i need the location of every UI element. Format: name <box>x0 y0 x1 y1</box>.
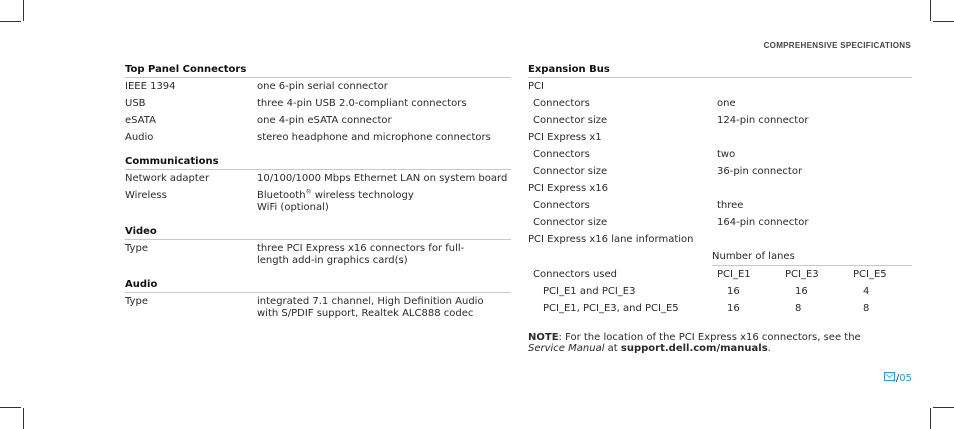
lane-value: 4 <box>863 286 870 297</box>
spec-label: IEEE 1394 <box>125 81 176 92</box>
page-number <box>884 372 912 384</box>
lane-value: 16 <box>795 286 808 297</box>
bus-row <box>528 234 912 251</box>
spec-label: eSATA <box>125 115 156 126</box>
spec-row <box>125 98 511 110</box>
note-end: . <box>767 343 771 354</box>
spec-row <box>125 296 511 320</box>
lane-value: 8 <box>795 303 802 314</box>
bus-row <box>528 132 912 149</box>
bus-value: one <box>717 98 736 109</box>
spec-label: Type <box>125 296 148 307</box>
section-title: Video <box>125 226 511 240</box>
crop-mark <box>933 407 954 408</box>
section-title: Top Panel Connectors <box>125 64 511 78</box>
lane-col: PCI_E5 <box>853 269 887 280</box>
lane-label: PCI_E1, PCI_E3, and PCI_E5 <box>543 303 679 314</box>
lane-value: 16 <box>727 303 740 314</box>
note-url-link[interactable]: support.dell.com/manuals <box>620 343 768 354</box>
crop-mark <box>930 408 931 429</box>
bus-value: 164-pin connector <box>717 217 809 228</box>
bus-label: Connectors <box>533 98 590 109</box>
spec-label: Network adapter <box>125 173 210 184</box>
lane-row <box>528 269 912 286</box>
section-title: Expansion Bus <box>528 64 912 78</box>
mail-icon[interactable] <box>884 372 895 381</box>
right-column <box>528 64 912 354</box>
wireless-wifi: WiFi (optional) <box>257 202 329 213</box>
bus-row <box>528 81 912 98</box>
spec-value: integrated 7.1 channel, High Definition Audio with S/PDIF support, Realtek ALC888 codec <box>257 296 484 319</box>
crop-mark <box>930 0 931 21</box>
spec-value <box>257 190 511 214</box>
bus-label: Connector size <box>533 217 608 228</box>
spec-row <box>125 81 511 93</box>
lane-value: 8 <box>863 303 870 314</box>
section-audio <box>125 279 511 320</box>
section-title: Audio <box>125 279 511 293</box>
spec-label: Audio <box>125 132 154 143</box>
page-number-value: 05 <box>899 373 912 384</box>
wireless-bluetooth: Bluetooth <box>257 190 306 201</box>
note-label: NOTE <box>528 332 559 343</box>
registered-mark: ® <box>305 188 312 196</box>
section-top-panel <box>125 64 511 144</box>
note-text: : For the location of the PCI Express x16 connectors, see the <box>558 332 861 343</box>
bus-value: two <box>717 149 736 160</box>
spec-value: stereo headphone and microphone connectors <box>257 132 491 143</box>
bus-label: Connector size <box>533 115 608 126</box>
bus-value: three <box>717 200 744 211</box>
bus-row <box>528 217 912 234</box>
bus-value: 124-pin connector <box>717 115 809 126</box>
spec-row <box>125 243 511 267</box>
lane-row <box>528 303 912 320</box>
spec-row <box>125 190 511 214</box>
section-title: Communications <box>125 156 511 170</box>
spec-label: Type <box>125 243 148 254</box>
lane-label: PCI_E1 and PCI_E3 <box>543 286 636 297</box>
note-manual: Service Manual <box>528 343 605 354</box>
page-slash: / <box>895 373 900 384</box>
lane-value: 16 <box>727 286 740 297</box>
bus-label: PCI Express x16 <box>528 183 609 194</box>
bus-label: Connector size <box>533 166 608 177</box>
crop-mark <box>933 21 954 22</box>
spec-value: one 6-pin serial connector <box>257 81 388 92</box>
wireless-bluetooth-rest: wireless technology <box>311 190 414 201</box>
bus-label: PCI Express x16 lane information <box>528 234 694 245</box>
bus-label: PCI <box>528 81 544 92</box>
lane-col: PCI_E1 <box>717 269 751 280</box>
page-header: COMPREHENSIVE SPECIFICATIONS <box>763 41 911 50</box>
bus-label: Connectors <box>533 149 590 160</box>
crop-mark <box>0 407 21 408</box>
spec-row <box>125 115 511 127</box>
spec-label: USB <box>125 98 146 109</box>
spec-value: three PCI Express x16 connectors for full-length add-in graphics card(s) <box>257 243 465 266</box>
lanes-header: Number of lanes <box>712 251 912 266</box>
left-column <box>125 64 511 332</box>
crop-mark <box>23 0 24 21</box>
bus-row <box>528 200 912 217</box>
bus-row <box>528 98 912 115</box>
crop-mark <box>0 21 21 22</box>
note <box>528 332 912 354</box>
lane-label: Connectors used <box>533 269 618 280</box>
bus-label: PCI Express x1 <box>528 132 602 143</box>
bus-row <box>528 183 912 200</box>
bus-row <box>528 166 912 183</box>
bus-label: Connectors <box>533 200 590 211</box>
spec-row <box>125 173 511 185</box>
section-communications <box>125 156 511 214</box>
bus-row <box>528 115 912 132</box>
spec-value: one 4-pin eSATA connector <box>257 115 392 126</box>
spec-value: 10/100/1000 Mbps Ethernet LAN on system board <box>257 173 508 184</box>
spec-row <box>125 132 511 144</box>
lane-row <box>528 286 912 303</box>
note-at: at <box>604 343 621 354</box>
crop-mark <box>23 408 24 429</box>
spec-label: Wireless <box>125 190 167 201</box>
bus-value: 36-pin connector <box>717 166 803 177</box>
bus-row <box>528 149 912 166</box>
section-video <box>125 226 511 267</box>
spec-value: three 4-pin USB 2.0-compliant connectors <box>257 98 467 109</box>
lane-col: PCI_E3 <box>785 269 819 280</box>
